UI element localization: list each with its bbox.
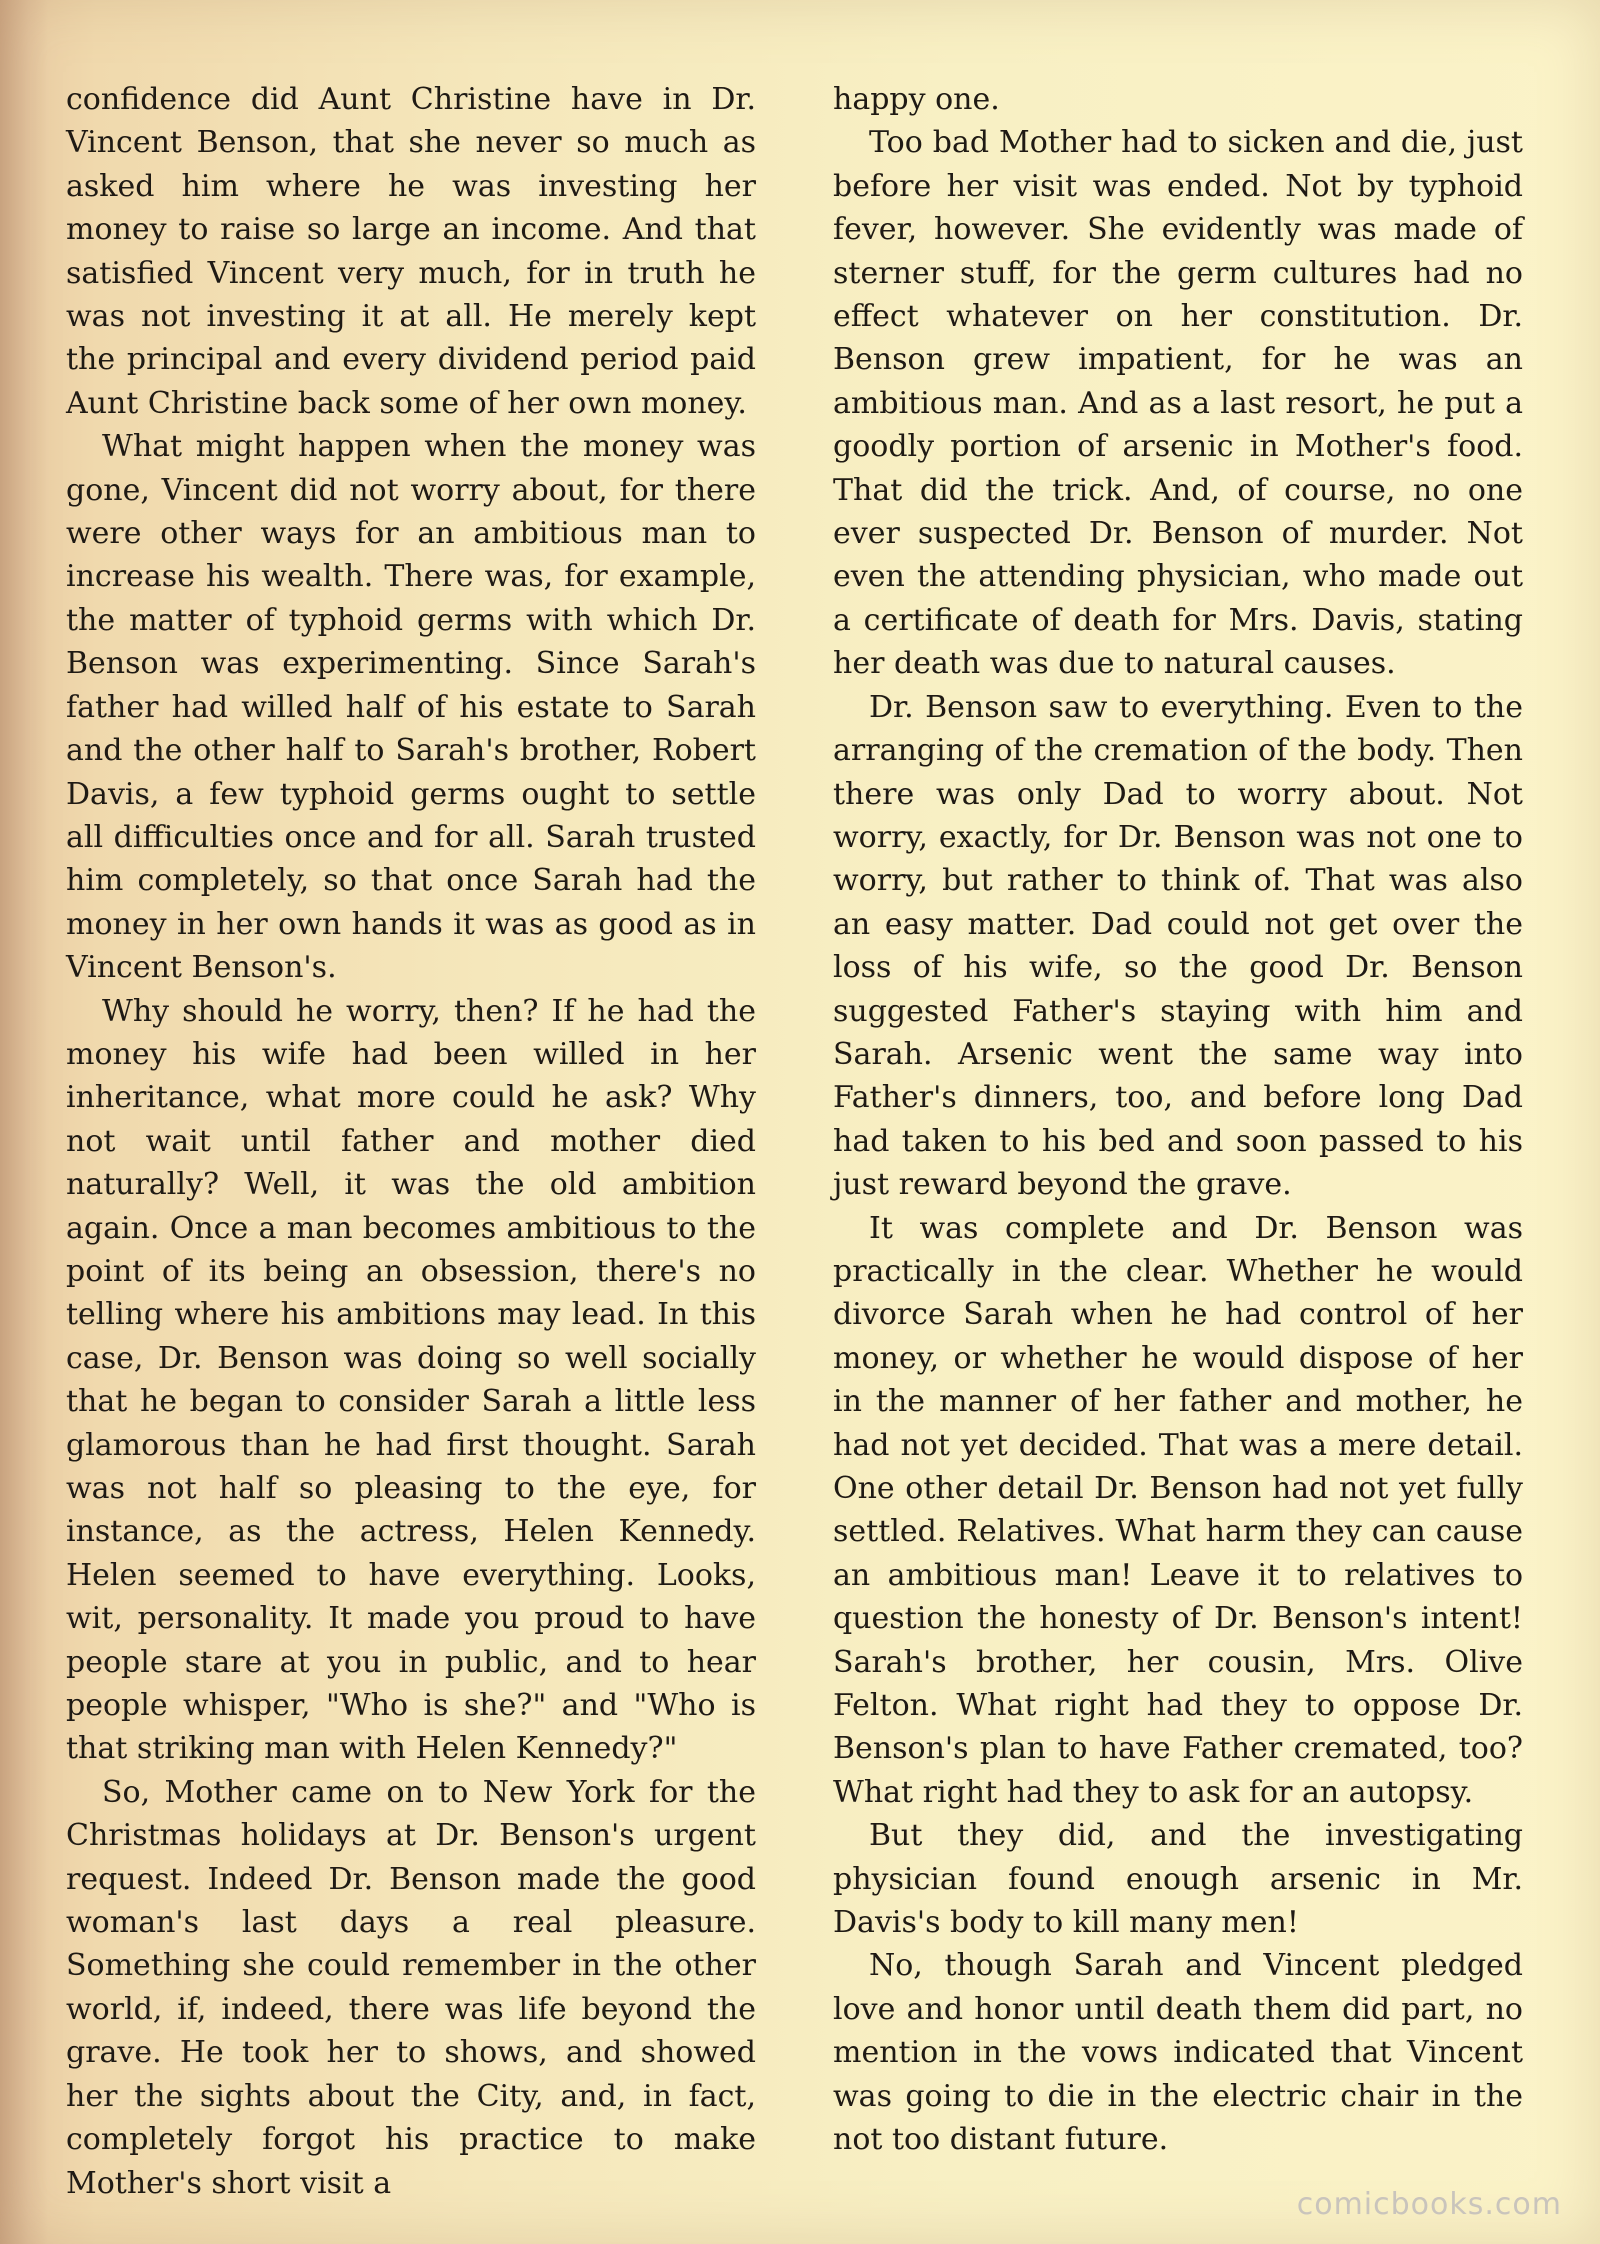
- paragraph: What might happen when the money was gone, Vincent did not worry about, for there were other ways for an ambitious man to increase his wealth. There was, for example, the matter of typhoid germs with which Dr. Benson was experimenting. Since Sarah's father had willed half of his estate to Sarah and the other half to Sarah's brother, Robert Davis, a few typhoid germs ought to settle all difficulties once and for all. Sarah trusted him completely, so that once Sarah had the money in her own hands it was as good as in Vincent Benson's.: [66, 429, 756, 986]
- paragraph: But they did, and the investigating physician found enough arsenic in Mr. Davis's body to kill many men!: [833, 1818, 1523, 1941]
- paragraph: Dr. Benson saw to everything. Even to the arranging of the cremation of the body. Then there was only Dad to worry about. Not worry, exactly, for Dr. Benson was not one to worry, but rather to think of. That was also an easy matter. Dad could not get over the loss of his wife, so the good Dr. Benson suggested Father's staying with him and Sarah. Arsenic went the same way into Father's dinners, too, and before long Dad had taken to his bed and soon passed to his just reward beyond the grave.: [833, 689, 1523, 1203]
- paragraph: happy one.: [833, 82, 1000, 117]
- paragraph: No, though Sarah and Vincent pledged love and honor until death them did part, no mention in the vows indicated that Vincent was going to die in the electric chair in the not too distant future.: [833, 1948, 1523, 2158]
- paragraph: Why should he worry, then? If he had the money his wife had been willed in her inheritance, what more could he ask? Why not wait until father and mother died naturally? Well, it was the old ambition again. Once a man becomes ambitious to the point of its being an obsession, there's no telling where his ambitions may lead. In this case, Dr. Benson was doing so well socially that he began to consider Sarah a little less glamorous than he had first thought. Sarah was not half so pleasing to the eye, for instance, as the actress, Helen Kennedy. Helen seemed to have everything. Looks, wit, personality. It made you proud to have people stare at you in public, and to hear people whisper, "Who is she?" and "Who is that striking man with Helen Kennedy?": [66, 993, 756, 1767]
- paragraph: confidence did Aunt Christine have in Dr. Vincent Benson, that she never so much as asked him where he was investing her money to raise so large an income. And that satisfied Vincent very much, for in truth he was not investing it at all. He merely kept the principal and every dividend period paid Aunt Christine back some of her own money.: [66, 82, 756, 421]
- watermark: comicbooks.com: [1296, 2187, 1562, 2222]
- paragraph: So, Mother came on to New York for the Christmas holidays at Dr. Benson's urgent request. Indeed Dr. Benson made the good woman's last days a real pleasure. Something she could remember in the other world, if, indeed, there was life beyond the grave. He took her to shows, and showed her the sights about the City, and, in fact, completely forgot his practice to make Mother's short visit a: [66, 1774, 756, 2201]
- left-text-column: [66, 78, 756, 2205]
- paragraph: It was complete and Dr. Benson was practically in the clear. Whether he would divorce Sarah when he had control of her money, or whether he would dispose of her in the manner of her father and mother, he had not yet decided. That was a mere detail. One other detail Dr. Benson had not yet fully settled. Relatives. What harm they can cause an ambitious man! Leave it to relatives to question the honesty of Dr. Benson's intent! Sarah's brother, her cousin, Mrs. Olive Felton. What right had they to oppose Dr. Benson's plan to have Father cremated, too? What right had they to ask for an autopsy.: [833, 1210, 1523, 1810]
- paragraph: Too bad Mother had to sicken and die, just before her visit was ended. Not by typhoid fever, however. She evidently was made of sterner stuff, for the germ cultures had no effect whatever on her constitution. Dr. Benson grew impatient, for he was an ambitious man. And as a last resort, he put a goodly portion of arsenic in Mother's food. That did the trick. And, of course, no one ever suspected Dr. Benson of murder. Not even the attending physician, who made out a certificate of death for Mrs. Davis, stating her death was due to natural causes.: [833, 125, 1523, 682]
- right-text-column: [833, 78, 1523, 2162]
